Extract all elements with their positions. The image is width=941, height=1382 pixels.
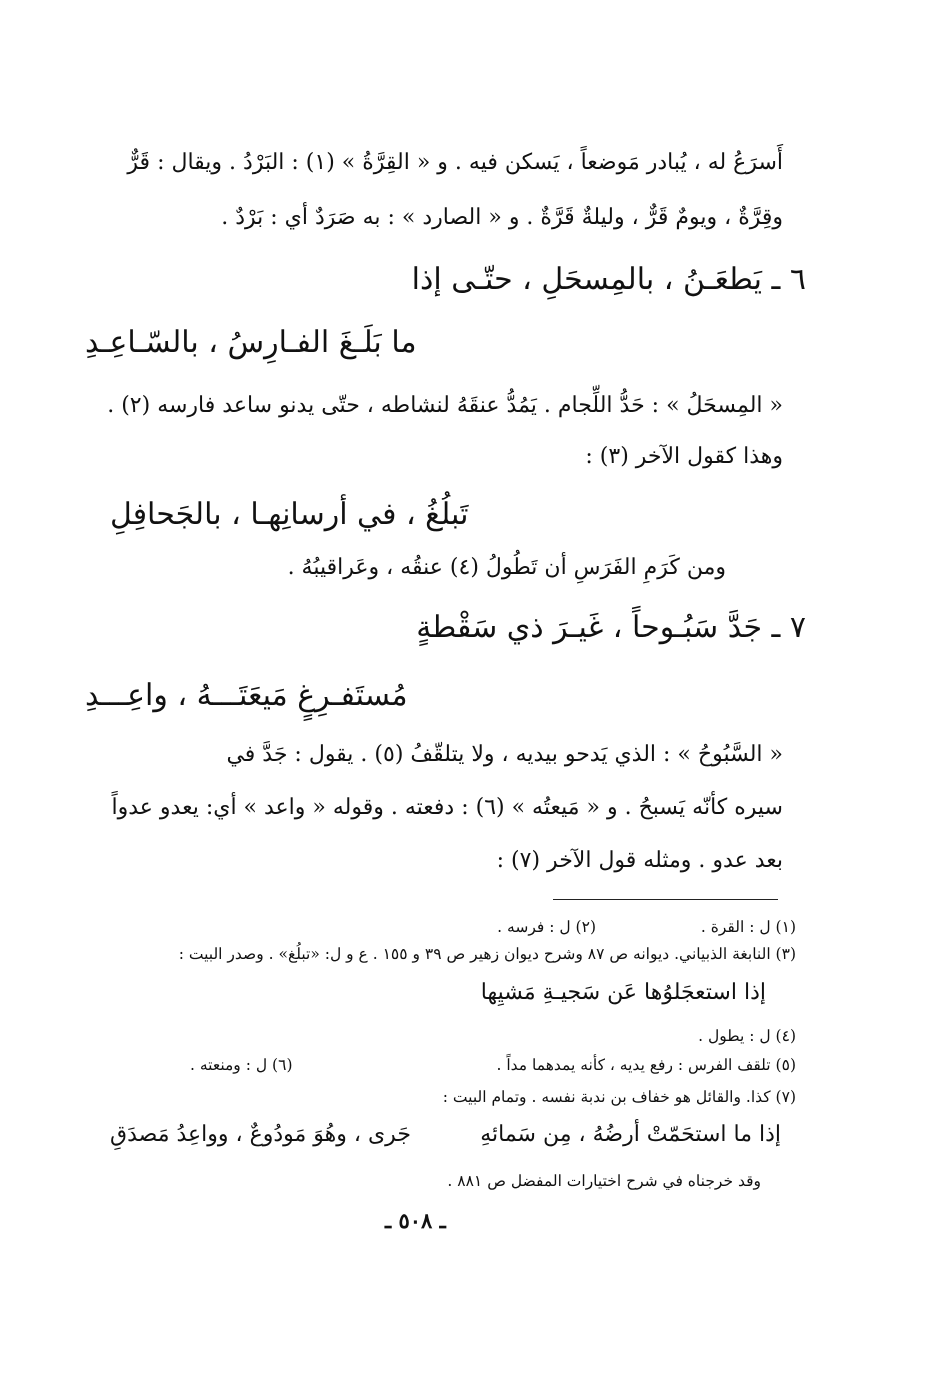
body-line: وهذا كقول الآخر (٣) :: [585, 444, 783, 469]
body-line: « المِسحَلُ » : حَدُّ اللِّجام . يَمُدُّ عنقَهُ لنشاطه ، حتّى يدنو ساعد فارسه (٢) .: [107, 393, 783, 418]
body-line: وقِرَّةٌ ، ويومٌ قَرٌّ ، وليلةٌ قَرَّةٌ . و « الصارد » : به صَرَدٌ أي : بَرْدٌ .: [221, 205, 783, 230]
footnote: (٤) ل : يطول .: [698, 1027, 796, 1045]
footnote: (٥) تلقف الفرس : رفع يديه ، كأنه يمدهما مداً .: [496, 1056, 796, 1074]
footnote-divider: [553, 899, 778, 900]
footnote-verse: إذا استعجَلوُها عَن سَجيـةِ مَشيِها: [480, 980, 766, 1005]
body-line: أَسرَعُ له ، يُبادر مَوضعاً ، يَسكن فيه . و « القِرَّةُ » (١) : البَرْدُ . ويقال : قَرٌّ: [127, 150, 783, 175]
page-number: ـ ٥٠٨ ـ: [385, 1208, 446, 1233]
footnote: (٢) ل : فرسه .: [497, 918, 596, 936]
footnote: (٦) ل : ومنعته .: [190, 1056, 293, 1074]
verse-hemistich: ٦ ـ يَطعَـنُ ، بالمِسحَلِ ، حتّـى إذا: [411, 262, 806, 297]
verse-hemistich: ما بَلَـغَ الفـارِسُ ، بالسّـاعِـدِ: [85, 325, 417, 360]
footnote-verse: إذا ما استحَمّتْ أرضُهُ ، مِن سَمائهِ: [480, 1122, 781, 1147]
body-line: سيره كأنّه يَسبحُ . و « مَيعتُه » (٦) : دفعته . وقوله « واعد » أي: يعدو عدواً: [111, 795, 783, 820]
footnote: وقد خرجناه في شرح اختيارات المفضل ص ٨٨١ .: [447, 1172, 761, 1190]
verse-hemistich: ٧ ـ جَدَّ سَبُـوحاً ، غَيـرَ ذي سَقْطةٍ: [416, 610, 806, 645]
footnote-verse: جَرى ، وهُوَ مَودُوعٌ ، وواعِدُ مَصدَقِ: [110, 1122, 411, 1147]
body-line: ومن كَرَمِ الفَرَسِ أن تَطُولُ (٤) عنقُه ، وعَراقيبُهُ .: [287, 555, 726, 580]
quoted-verse: تَبلُغُ ، في أرسانِهـا ، بالجَحافِلِ: [110, 497, 469, 532]
body-line: بعد عدو . ومثله قول الآخر (٧) :: [496, 848, 783, 873]
footnote: (٧) كذا. والقائل هو خفاف بن ندبة نفسه . وتمام البيت :: [442, 1088, 796, 1106]
body-line: « السَّبُوحُ » : الذي يَدحو بيديه ، ولا يتلقّفُ (٥) . يقول : جَدَّ في: [226, 742, 783, 767]
footnote: (١) ل : القرة .: [700, 918, 796, 936]
verse-hemistich: مُستَفـرِغٍ مَيعَتَـــهُ ، واعِـــدِ: [85, 678, 408, 713]
footnote: (٣) النابغة الذبياني. ديوانه ص ٨٧ وشرح ديوان زهير ص ٣٩ و ١٥٥ . ع و ل: «تبلُغ» . وصدر البيت :: [178, 945, 796, 963]
